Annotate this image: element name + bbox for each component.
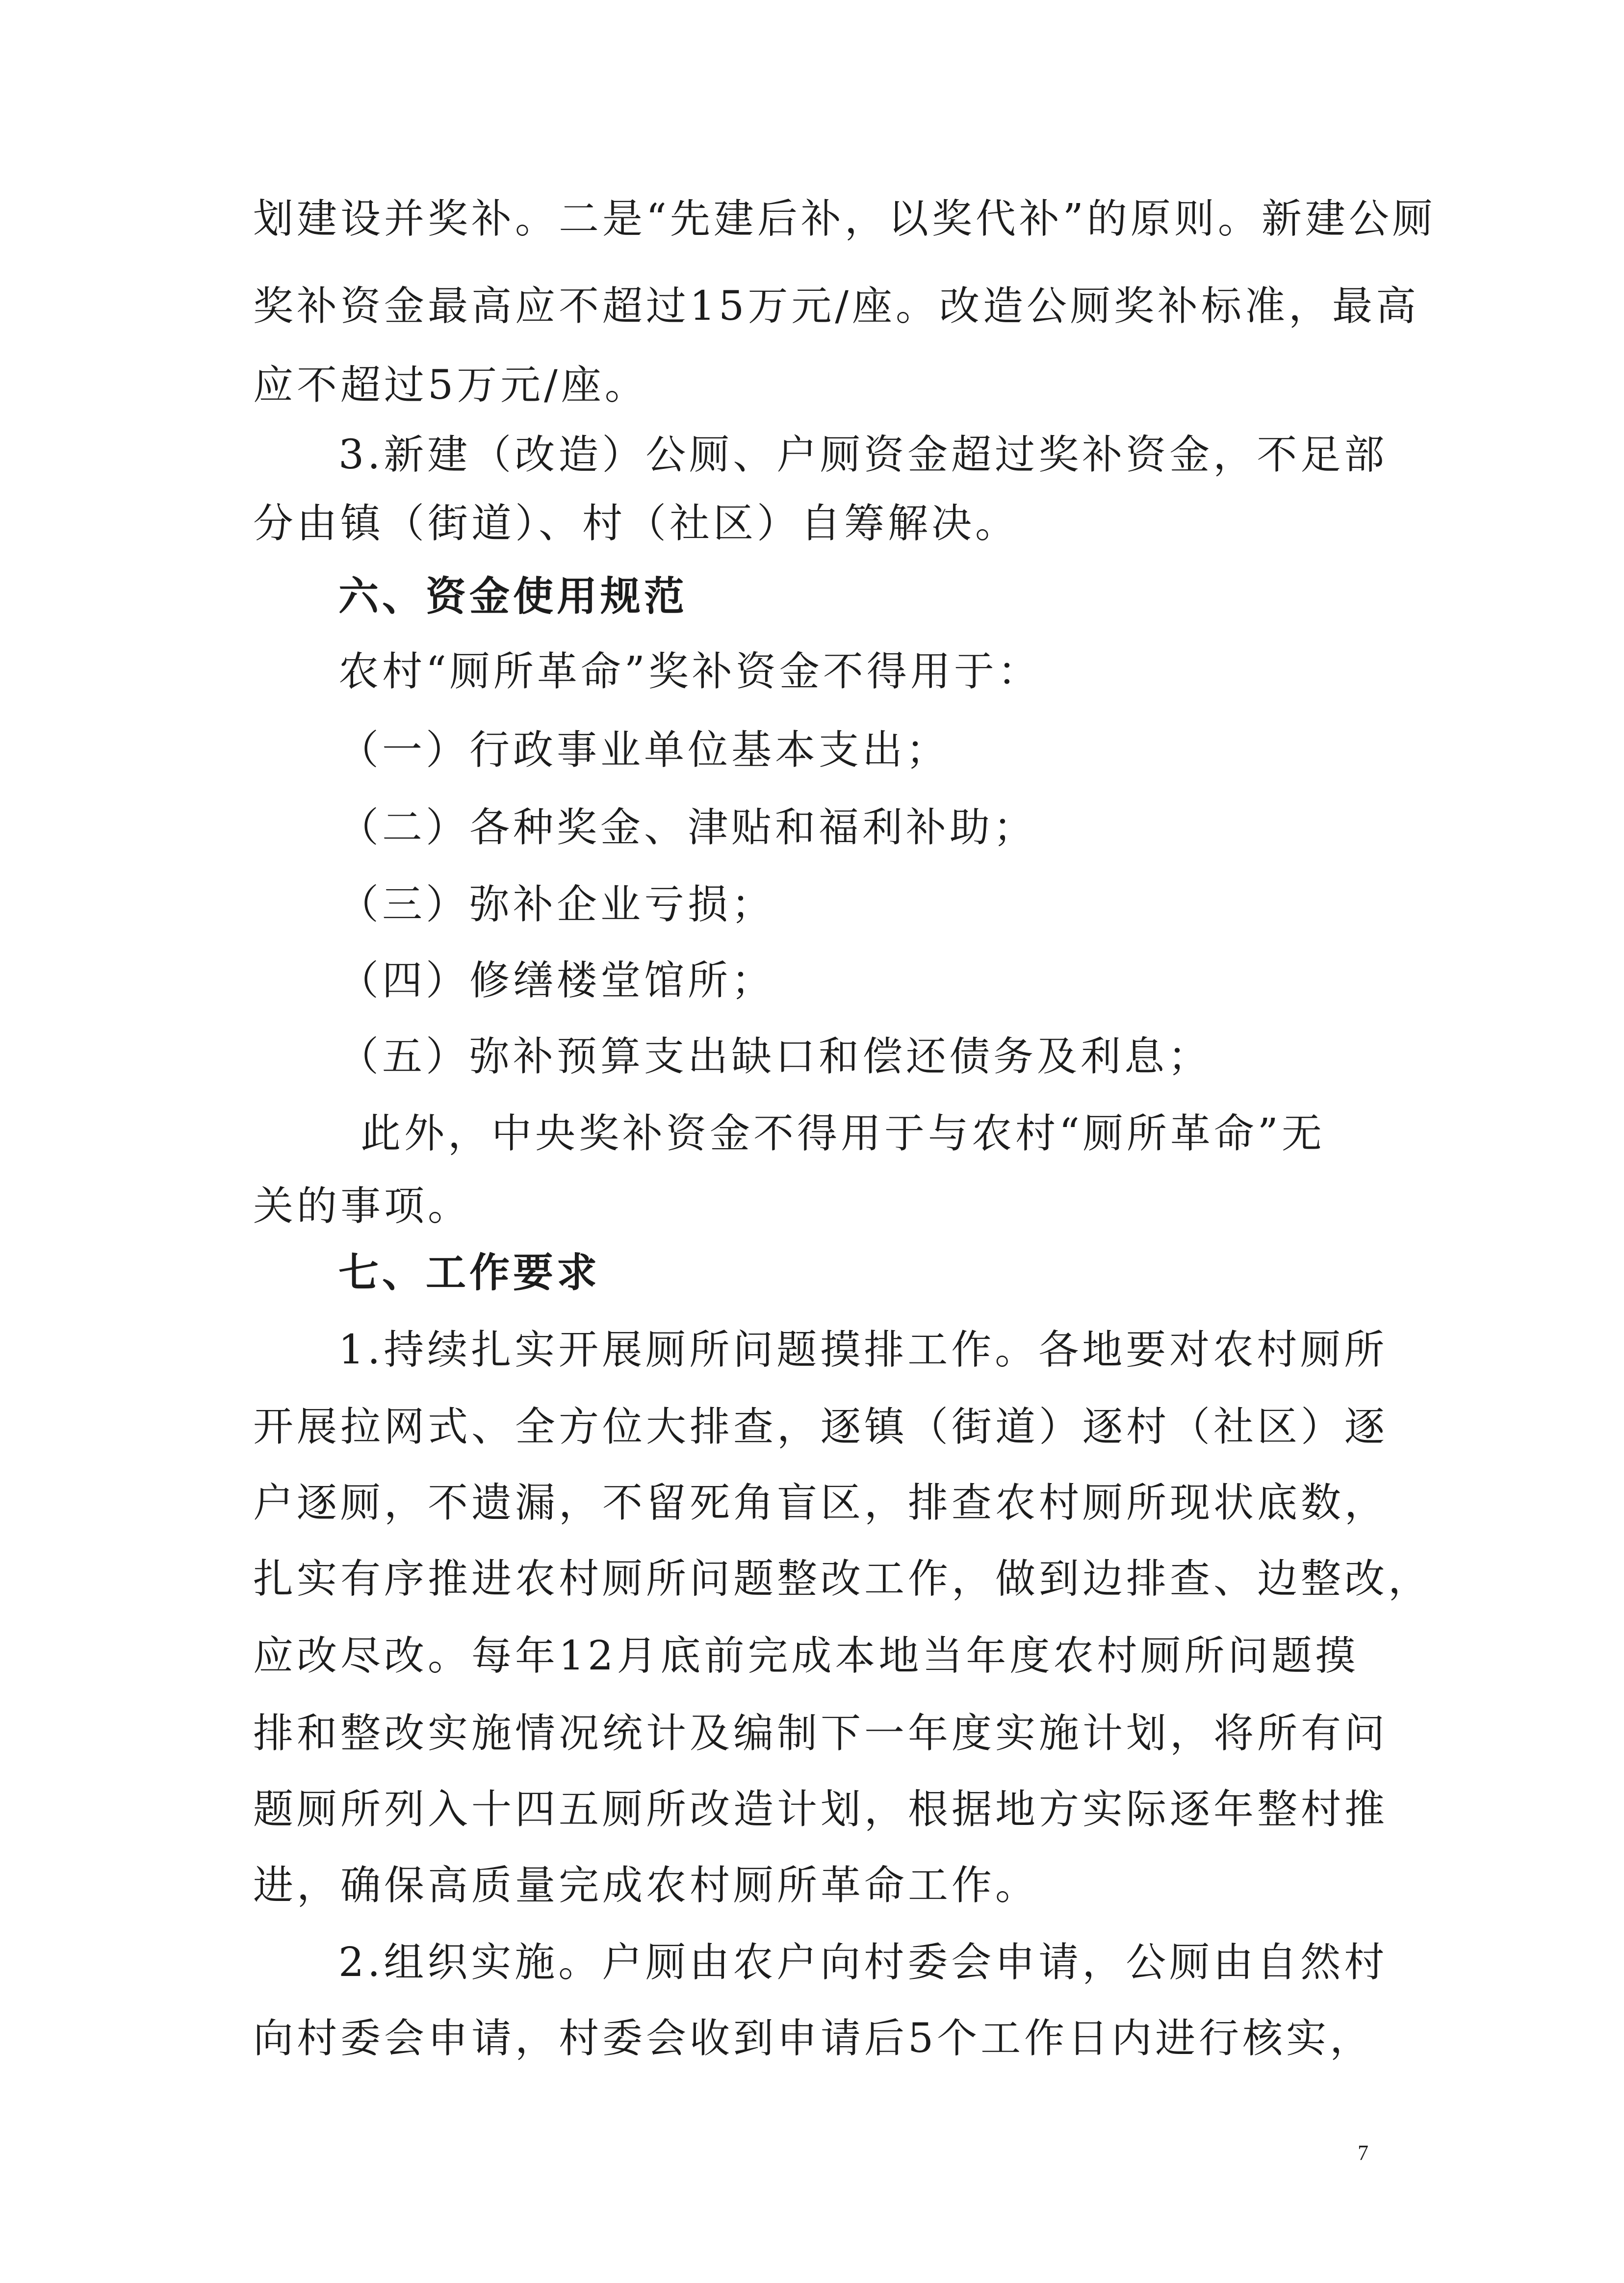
body-text-line: 农村“厕所革命”奖补资金不得用于： — [338, 648, 1041, 695]
body-text-line: 开展拉网式、全方位大排查，逐镇（街道）逐村（社区）逐 — [253, 1404, 1389, 1450]
list-item: （一）行政事业单位基本支出； — [338, 727, 950, 773]
section-heading: 六、资金使用规范 — [338, 573, 688, 620]
body-text-line: 户逐厕，不遗漏，不留死角盲区，排查农村厕所现状底数， — [253, 1480, 1389, 1526]
body-text-line: 题厕所列入十四五厕所改造计划，根据地方实际逐年整村推 — [253, 1786, 1389, 1833]
body-text-line: 1.持续扎实开展厕所问题摸排工作。各地要对农村厕所 — [338, 1327, 1388, 1373]
list-item: （五）弥补预算支出缺口和偿还债务及利息； — [338, 1033, 1212, 1080]
body-text-line: 排和整改实施情况统计及编制下一年度实施计划，将所有问 — [253, 1710, 1389, 1757]
body-text-line: 2.组织实施。户厕由农户向村委会申请，公厕由自然村 — [338, 1939, 1388, 1986]
list-item: （四）修缮楼堂馆所； — [338, 957, 775, 1004]
body-text-line: 此外，中央奖补资金不得用于与农村“厕所革命”无 — [361, 1110, 1325, 1157]
body-text-line: 应不超过5万元/座。 — [253, 362, 648, 409]
list-item: （三）弥补企业亏损； — [338, 881, 775, 928]
body-text-line: 奖补资金最高应不超过15万元/座。改造公厕奖补标准，最高 — [253, 283, 1419, 330]
body-text-line: 划建设并奖补。二是“先建后补，以奖代补”的原则。新建公厕 — [253, 196, 1436, 242]
body-text-line: 分由镇（街道）、村（社区）自筹解决。 — [253, 500, 1019, 547]
body-text-line: 3.新建（改造）公厕、户厕资金超过奖补资金，不足部 — [338, 432, 1388, 478]
page-number: 7 — [1358, 2141, 1368, 2165]
body-text-line: 进，确保高质量完成农村厕所革命工作。 — [253, 1862, 1039, 1909]
body-text-line: 应改尽改。每年12月底前完成本地当年度农村厕所问题摸 — [253, 1633, 1359, 1679]
section-heading: 七、工作要求 — [338, 1249, 601, 1296]
body-text-line: 向村委会申请，村委会收到申请后5个工作日内进行核实， — [253, 2015, 1374, 2062]
body-text-line: 关的事项。 — [253, 1183, 472, 1230]
body-text-line: 扎实有序推进农村厕所问题整改工作，做到边排查、边整改， — [253, 1556, 1432, 1602]
list-item: （二）各种奖金、津贴和福利补助； — [338, 804, 1037, 851]
